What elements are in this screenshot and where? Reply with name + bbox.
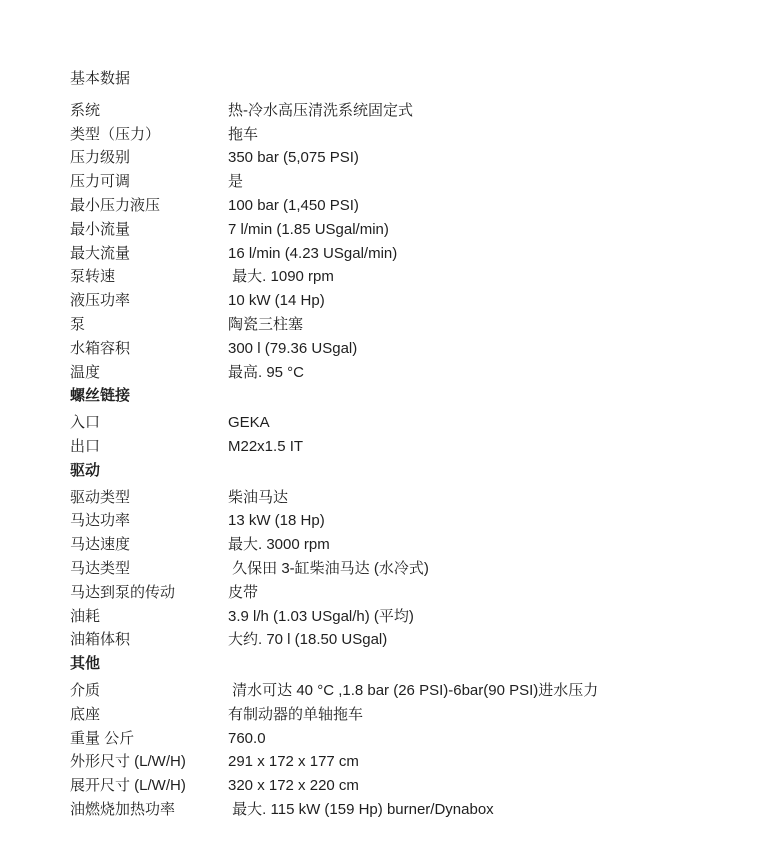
spec-row [70,411,762,435]
section-title: 基本数据 [70,70,131,87]
spec-value: 16 l/min (4.23 USgal/min) [228,244,398,262]
spec-value: 7 l/min (1.85 USgal/min) [228,220,389,238]
spec-row [70,679,762,703]
spec-label: 水箱容积 [70,339,131,357]
spec-row [70,605,762,629]
spec-value: 300 l (79.36 USgal) [228,339,358,357]
spec-label: 马达到泵的传动 [70,583,176,601]
spec-row [70,509,762,533]
spec-row [70,289,762,313]
spec-row [70,313,762,337]
spec-label: 重量 公斤 [70,729,135,747]
spec-value: 3.9 l/h (1.03 USgal/h) (平均) [228,607,414,625]
spec-row [70,727,762,751]
spec-row [70,557,762,581]
spec-label: 温度 [70,363,101,381]
spec-value: 是 [228,173,244,191]
spec-label: 介质 [70,681,101,699]
spec-value: 热-冷水高压清洗系统固定式 [228,101,413,119]
spec-label: 入口 [70,414,101,432]
spec-row [70,170,762,194]
spec-label: 最小流量 [70,220,131,238]
spec-row [70,218,762,242]
spec-value: 10 kW (14 Hp) [228,292,325,310]
spec-value: 100 bar (1,450 PSI) [228,196,359,214]
spec-value: 最高. 95 °C [228,363,305,381]
spec-value: 13 kW (18 Hp) [228,512,325,530]
section-other [70,652,762,822]
spec-label: 泵转速 [70,268,116,286]
spec-label: 最大流量 [70,244,131,262]
section-title: 螺丝链接 [70,387,131,405]
spec-value: 最大. 3000 rpm [228,536,330,554]
spec-value: 最大. 115 kW (159 Hp) burner/Dynabox [228,800,494,818]
spec-row [70,435,762,459]
spec-row [70,146,762,170]
spec-value: 拖车 [228,125,259,143]
spec-value: M22x1.5 IT [228,437,304,455]
spec-label: 泵 [70,315,86,333]
spec-label: 油燃烧加热功率 [70,800,176,818]
spec-label: 压力可调 [70,173,131,191]
spec-row [70,628,762,652]
section-title: 驱动 [70,461,101,479]
spec-label: 展开尺寸 (L/W/H) [70,777,186,795]
spec-label: 驱动类型 [70,488,131,506]
spec-value: 柴油马达 [228,488,289,506]
spec-value: 有制动器的单轴拖车 [228,705,364,723]
spec-label: 液压功率 [70,292,131,310]
spec-row [70,486,762,510]
spec-value: 大约. 70 l (18.50 USgal) [228,631,388,649]
spec-value: 陶瓷三柱塞 [228,315,304,333]
spec-row [70,533,762,557]
spec-label: 马达功率 [70,512,131,530]
spec-label: 类型（压力） [70,125,161,143]
spec-row [70,242,762,266]
section-title: 其他 [70,655,101,673]
spec-value: 320 x 172 x 220 cm [228,777,359,795]
spec-label: 油耗 [70,607,101,625]
spec-label: 出口 [70,437,101,455]
spec-value: 350 bar (5,075 PSI) [228,149,359,167]
spec-row [70,581,762,605]
spec-label: 外形尺寸 (L/W/H) [70,753,186,771]
section-screw-connections [70,384,762,458]
spec-label: 马达类型 [70,559,131,577]
spec-label: 最小压力液压 [70,196,161,214]
spec-value: 清水可达 40 °C ,1.8 bar (26 PSI)-6bar(90 PSI)进水压力 [228,681,599,699]
spec-row [70,194,762,218]
spec-label: 底座 [70,705,101,723]
spec-row [70,99,762,123]
spec-label: 油箱体积 [70,631,131,649]
spec-value: 760.0 [228,729,266,747]
spec-row [70,703,762,727]
spec-label: 马达速度 [70,536,131,554]
section-basic-data [70,67,762,384]
spec-value: 291 x 172 x 177 cm [228,753,359,771]
spec-row [70,750,762,774]
spec-value: 久保田 3-缸柴油马达 (水冷式) [228,559,429,577]
spec-label: 压力级别 [70,149,131,167]
spec-row [70,774,762,798]
spec-row [70,361,762,385]
spec-row [70,798,762,822]
spec-row [70,265,762,289]
section-drive [70,459,762,652]
spec-row [70,123,762,147]
spec-value: 最大. 1090 rpm [228,268,334,286]
spec-row [70,337,762,361]
spec-value: 皮带 [228,583,259,601]
spec-label: 系统 [70,101,101,119]
spec-value: GEKA [228,414,270,432]
